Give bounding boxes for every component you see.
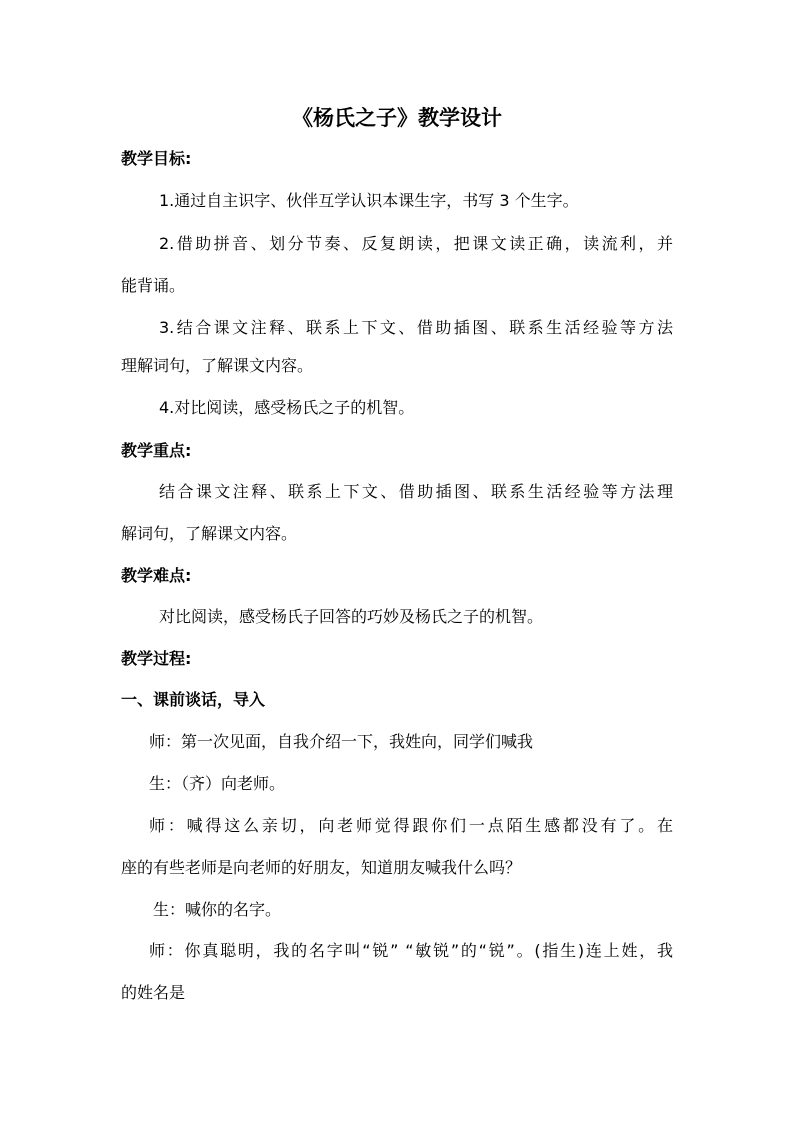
goal-item-4: 4.对比阅读，感受杨氏之子的机智。: [159, 398, 415, 417]
key-points-line-2: 解词句，了解课文内容。: [121, 524, 298, 543]
goal-item-3-line-1: 3.结合课文注释、联系上下文、借助插图、联系生活经验等方法: [159, 318, 673, 337]
dialogue-line-4: 生：喊你的名字。: [153, 900, 282, 919]
dialogue-line-5b: 的姓名是: [121, 983, 186, 1002]
section-1-heading: 一、课前谈话，导入: [121, 690, 266, 709]
dialogue-line-2: 生：（齐）向老师。: [149, 774, 286, 793]
dialogue-line-5a: 师：你真聪明，我的名字叫“锐” “敏锐”的“锐”。(指生)连上姓，我: [149, 941, 673, 960]
goal-item-1: 1.通过自主识字、伙伴互学认识本课生字，书写 3 个生字。: [159, 191, 579, 210]
dialogue-line-3a: 师：喊得这么亲切，向老师觉得跟你们一点陌生感都没有了。在: [149, 816, 673, 835]
goal-item-2-line-2: 能背诵。: [121, 276, 186, 295]
dialogue-line-1: 师：第一次见面，自我介绍一下，我姓向，同学们喊我: [149, 732, 534, 751]
difficulties-line-1: 对比阅读，感受杨氏子回答的巧妙及杨氏之子的机智。: [159, 607, 544, 626]
goals-heading: 教学目标:: [121, 149, 192, 168]
difficulties-heading: 教学难点:: [121, 566, 192, 585]
key-points-line-1: 结合课文注释、联系上下文、借助插图、联系生活经验等方法理: [159, 482, 673, 501]
key-points-heading: 教学重点:: [121, 441, 192, 460]
document-title: 《杨氏之子》教学设计: [292, 106, 502, 130]
goal-item-3-line-2: 理解词句，了解课文内容。: [121, 356, 314, 375]
process-heading: 教学过程:: [121, 649, 192, 668]
goal-item-2-line-1: 2.借助拼音、划分节奏、反复朗读，把课文读正确，读流利，并: [159, 234, 673, 253]
dialogue-line-3b: 座的有些老师是向老师的好朋友，知道朋友喊我什么吗？: [121, 858, 522, 877]
